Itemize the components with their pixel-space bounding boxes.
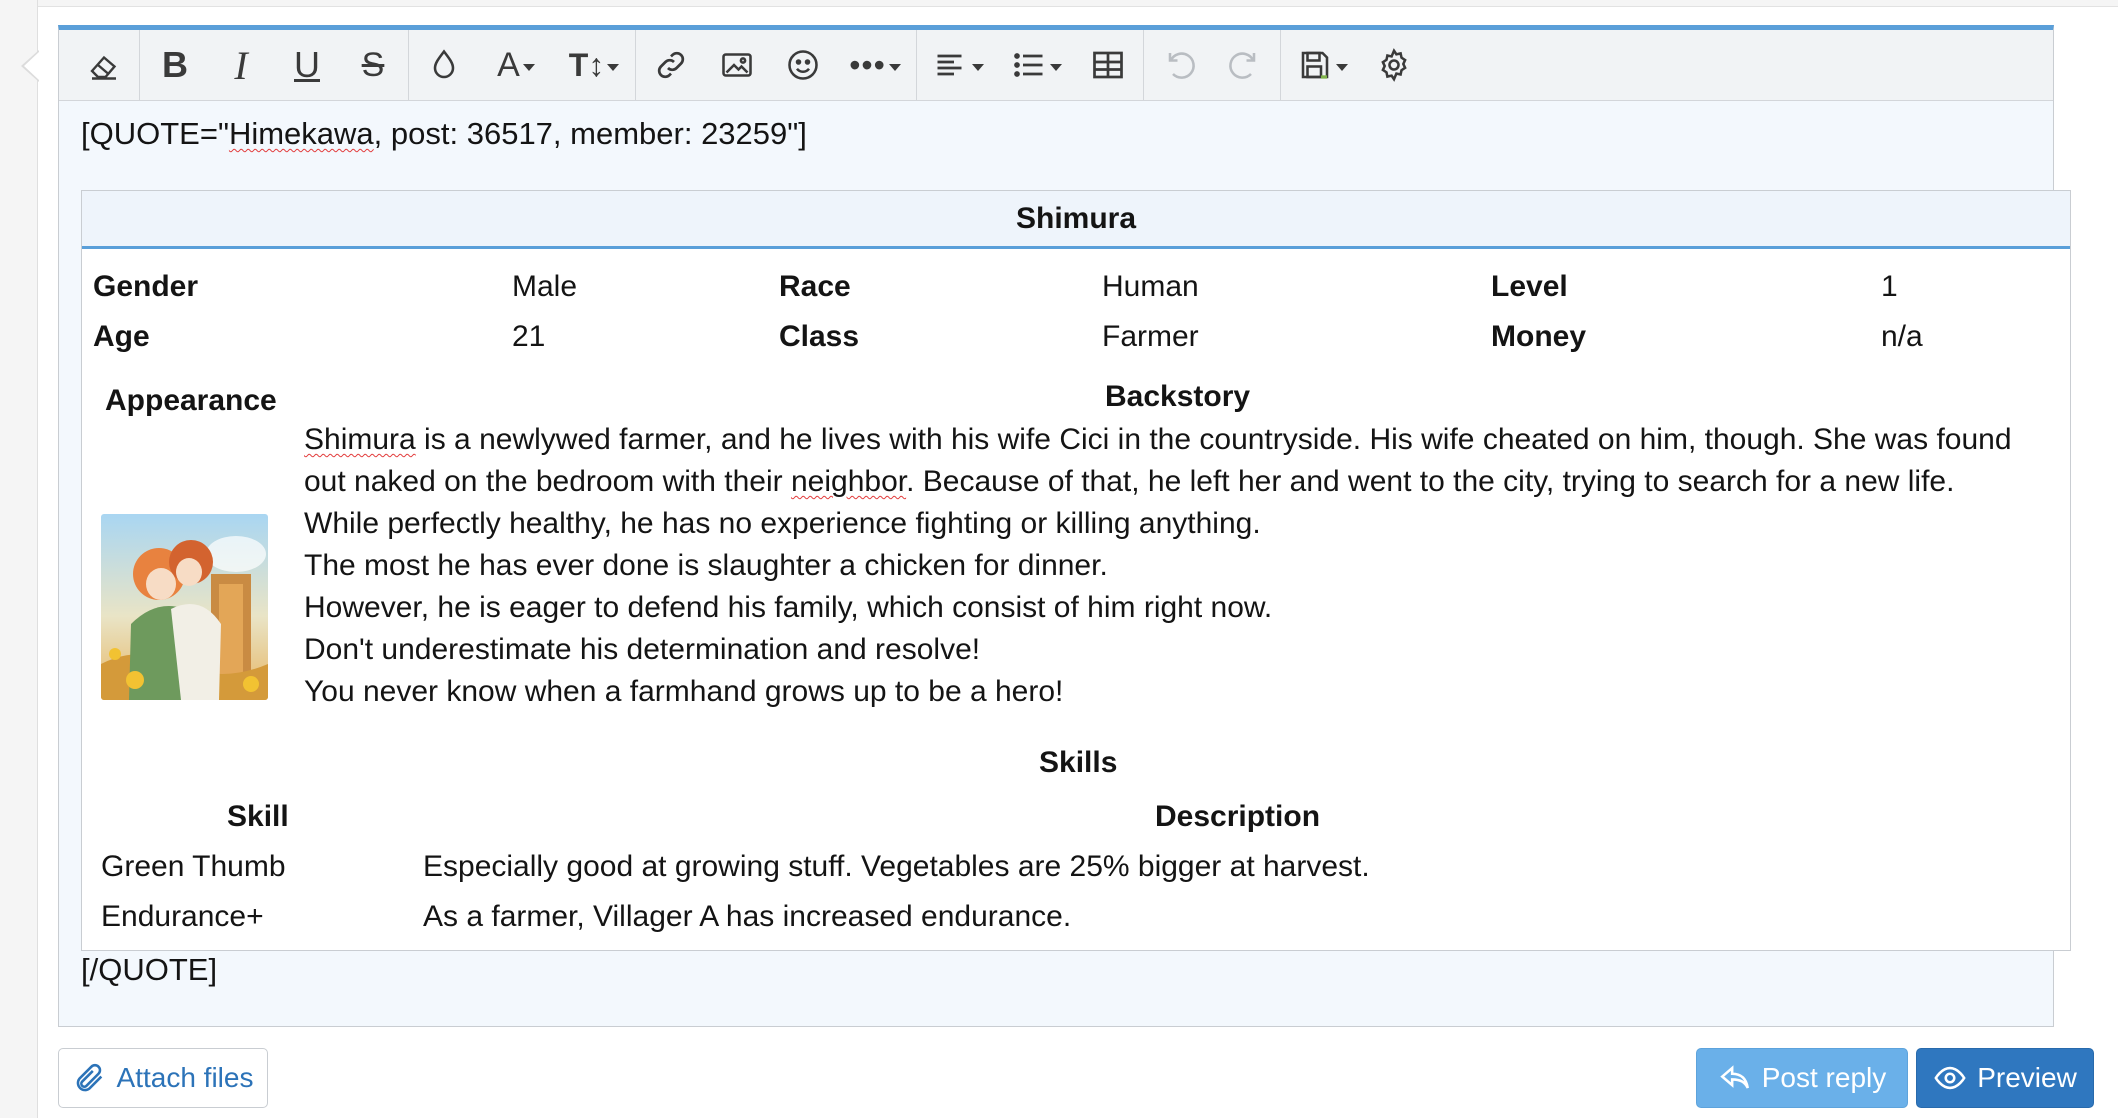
preview-label: Preview (1977, 1062, 2077, 1093)
toolbar-separator (916, 30, 917, 100)
eraser-icon[interactable] (71, 35, 137, 95)
character-sheet (81, 190, 2071, 951)
preview-button[interactable] (1916, 1048, 2094, 1108)
editor-toolbar (59, 30, 2053, 101)
toolbar-separator (1280, 30, 1281, 100)
reply-icon (1718, 1061, 1752, 1095)
class-value: Farmer (1102, 320, 1199, 353)
skill-name: Endurance+ (101, 900, 264, 933)
toolbar-separator (1143, 30, 1144, 100)
backstory-line: While perfectly healthy, he has no experience fighting or killing anything. (304, 507, 1261, 540)
image-icon[interactable] (704, 35, 770, 95)
post-reply-label: Post reply (1761, 1062, 1887, 1093)
backstory-line: You never know when a farmhand grows up to be a hero! (304, 675, 1064, 708)
gender-label: Gender (93, 270, 199, 303)
paperclip-icon (73, 1061, 107, 1095)
color-icon[interactable] (411, 35, 477, 95)
quote-close-tag: [/QUOTE] (81, 952, 218, 987)
description-column-header: Description (1155, 800, 1321, 833)
backstory-line: However, he is eager to defend his family, which consist of him right now. (304, 591, 1273, 624)
stats-row (82, 262, 2070, 312)
undo-icon[interactable] (1146, 35, 1212, 95)
italic-icon[interactable]: I (234, 42, 248, 88)
font-size-icon[interactable]: T↕ (555, 35, 633, 95)
quote-open-tag: [QUOTE="Himekawa, post: 36517, member: 23259"] (81, 116, 807, 151)
appearance-heading: Appearance (105, 384, 277, 417)
eye-icon (1933, 1061, 1967, 1095)
table-icon[interactable] (1075, 35, 1141, 95)
character-portrait (101, 514, 268, 700)
level-label: Level (1491, 270, 1568, 303)
drafts-icon[interactable] (1283, 35, 1361, 95)
money-value: n/a (1881, 320, 1923, 353)
toolbar-separator (139, 30, 140, 100)
attach-files-button[interactable] (58, 1048, 268, 1108)
stats-table (82, 262, 2070, 362)
backstory-name: Shimura (304, 423, 416, 456)
backstory-heading: Backstory (1105, 380, 1251, 413)
backstory-line: Don't underestimate his determination and resolve! (304, 633, 981, 666)
avatar-pointer (21, 50, 39, 82)
strikethrough-icon[interactable]: S (361, 45, 385, 84)
toolbar-separator (408, 30, 409, 100)
skill-name: Green Thumb (101, 850, 286, 883)
skill-column-header: Skill (227, 800, 289, 833)
level-value: 1 (1881, 270, 1898, 303)
toolbar-separator (635, 30, 636, 100)
race-label: Race (779, 270, 851, 303)
stats-row (82, 312, 2070, 362)
page-left-rail (0, 0, 38, 1118)
backstory-text: Shimura is a newlywed farmer, and he lives with his wife Cici in the countryside. His wife cheated on him, though. She was found out naked on the bedroom with their neighbor. Because of that, he left her and went to the city, trying to search for a new life. While perfectly healthy, he has no experience fighting or killing anything. The most he has ever done is slaughter a chicken for dinner. However, he is eager to defend his family, which consist of him right now. Don't underestimate his determination and resolve! You never know when a farmhand grows up to be a hero! (304, 419, 2054, 713)
redo-icon[interactable] (1212, 35, 1278, 95)
emoji-icon[interactable] (770, 35, 836, 95)
link-icon[interactable] (638, 35, 704, 95)
character-name: Shimura (82, 191, 2070, 249)
backstory-line: The most he has ever done is slaughter a chicken for dinner. (304, 549, 1108, 582)
race-value: Human (1102, 270, 1199, 303)
quote-author: Himekawa (228, 116, 374, 151)
skill-description: As a farmer, Villager A has increased endurance. (423, 900, 1072, 933)
skills-heading: Skills (1039, 746, 1118, 779)
age-value: 21 (512, 320, 546, 353)
attach-files-label: Attach files (116, 1062, 254, 1093)
bold-icon[interactable]: B (162, 44, 188, 85)
page-top-border (0, 0, 2118, 7)
rich-text-editor[interactable] (58, 25, 2054, 1027)
underline-icon[interactable]: U (294, 44, 320, 85)
settings-icon[interactable] (1361, 35, 1427, 95)
editor-content[interactable] (59, 102, 2053, 1026)
class-label: Class (779, 320, 860, 353)
post-reply-button[interactable] (1696, 1048, 1908, 1108)
align-icon[interactable] (919, 35, 997, 95)
gender-value: Male (512, 270, 578, 303)
list-icon[interactable] (997, 35, 1075, 95)
age-label: Age (93, 320, 150, 353)
misspelled-word: neighbor (790, 465, 907, 498)
money-label: Money (1491, 320, 1587, 353)
more-icon[interactable]: ••• (836, 35, 914, 95)
skill-description: Especially good at growing stuff. Vegetables are 25% bigger at harvest. (423, 850, 1370, 883)
font-family-icon[interactable]: A (477, 35, 555, 95)
